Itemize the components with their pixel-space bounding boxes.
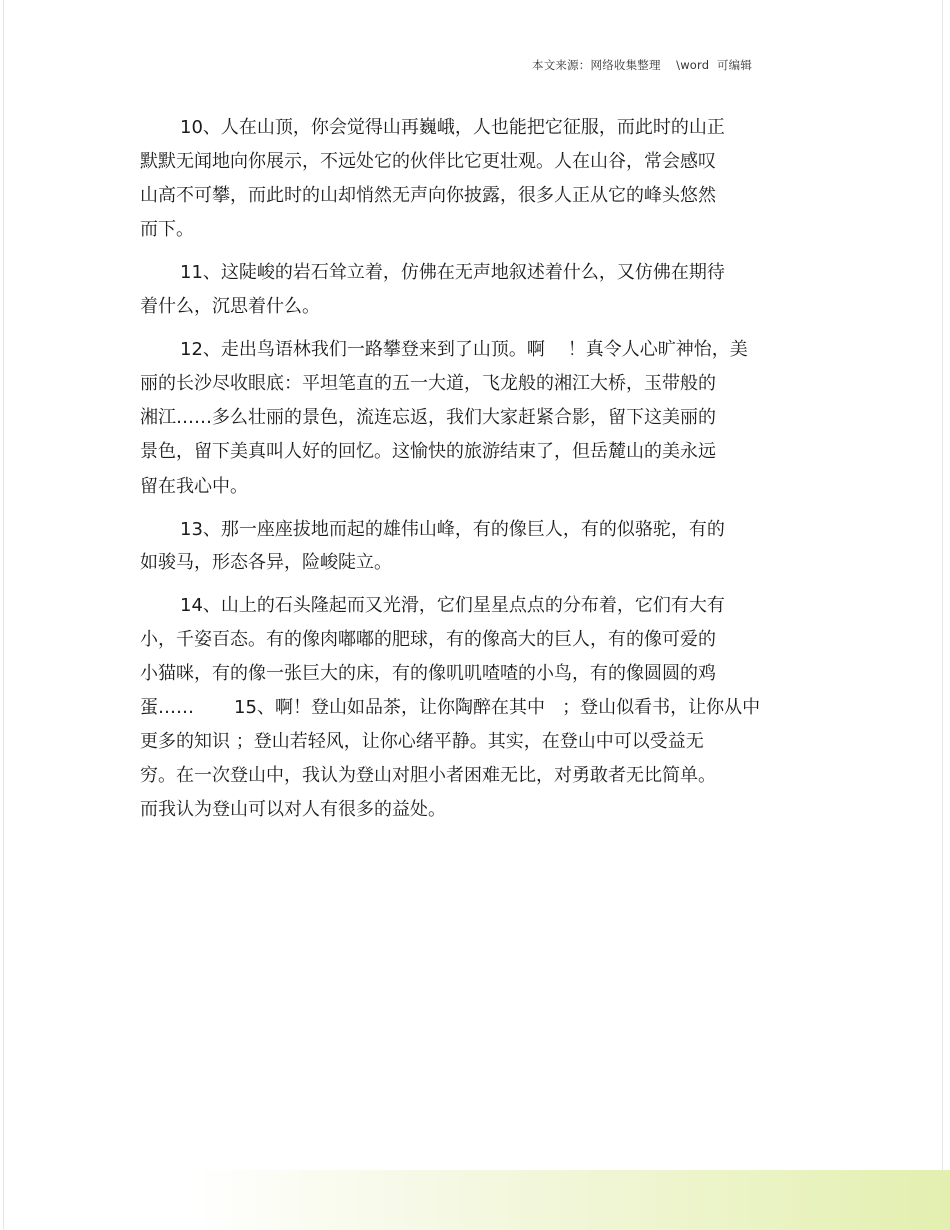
- page-border-left: [3, 0, 4, 1230]
- footer-gradient-band: [190, 1170, 950, 1230]
- paragraph-12-line-4: 景色，留下美真叫人好的回忆。这愉快的旅游结束了，但岳麓山的美永远: [140, 441, 716, 462]
- paragraph-11-line-2: 着什么，沉思着什么。: [140, 296, 320, 317]
- paragraph-14-line-7: 而我认为登山可以对人有很多的益处。: [140, 799, 446, 820]
- paragraph-14-line-1: 14、山上的石头隆起而又光滑，它们星星点点的分布着，它们有大有: [180, 595, 725, 616]
- paragraph-12-line-5: 留在我心中。: [140, 476, 248, 497]
- paragraph-14-line-5: 更多的知识 ；登山若轻风，让你心绪平静。其实，在登山中可以受益无: [140, 731, 704, 752]
- paragraph-12-line-1: 12、走出鸟语林我们一路攀登来到了山顶。啊 ！真令人心旷神怡，美: [180, 339, 748, 360]
- paragraph-10-line-4: 而下。: [140, 219, 194, 240]
- paragraph-14-line-6: 穷。在一次登山中，我认为登山对胆小者困难无比，对勇敢者无比简单。: [140, 765, 716, 786]
- page-border-right: [942, 0, 943, 1230]
- paragraph-12-line-3: 湘江……多么壮丽的景色，流连忘返，我们大家赶紧合影，留下这美丽的: [140, 407, 716, 428]
- paragraph-11-line-1: 11、这陡峻的岩石耸立着，仿佛在无声地叙述着什么，又仿佛在期待: [180, 262, 725, 283]
- paragraph-14-line-2: 小，千姿百态。有的像肉嘟嘟的肥球，有的像高大的巨人，有的像可爱的: [140, 629, 716, 650]
- paragraph-10-line-2: 默默无闻地向你展示，不远处它的伙伴比它更壮观。人在山谷，常会感叹: [140, 151, 716, 172]
- paragraph-10-line-3: 山高不可攀，而此时的山却悄然无声向你披露，很多人正从它的峰头悠然: [140, 185, 716, 206]
- paragraph-13-line-2: 如骏马，形态各异，险峻陡立。: [140, 552, 392, 573]
- paragraph-13-line-1: 13、那一座座拔地而起的雄伟山峰，有的像巨人，有的似骆驼，有的: [180, 519, 725, 540]
- paragraph-10-line-1: 10、人在山顶，你会觉得山再巍峨，人也能把它征服，而此时的山正: [180, 117, 725, 138]
- paragraph-12-line-2: 丽的长沙尽收眼底：平坦笔直的五一大道，飞龙般的湘江大桥，玉带般的: [140, 373, 716, 394]
- source-note: 本文来源：网络收集整理 \word 可编辑: [532, 58, 753, 72]
- paragraph-14-line-3: 小猫咪，有的像一张巨大的床，有的像叽叽喳喳的小鸟，有的像圆圆的鸡: [140, 663, 716, 684]
- paragraph-14-line-4: 蛋…… 15、啊！登山如品茶，让你陶醉在其中 ；登山似看书，让你从中: [140, 697, 761, 718]
